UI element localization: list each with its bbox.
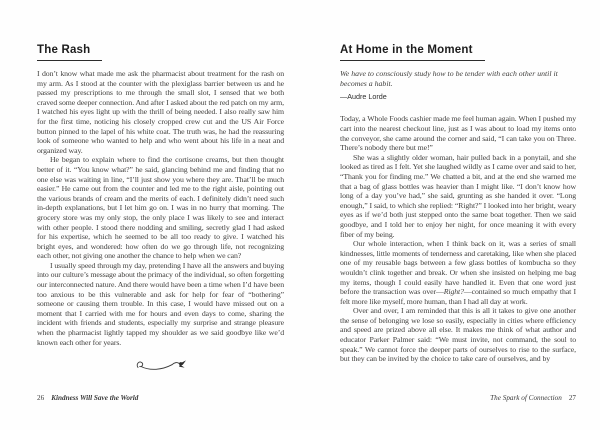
left-paragraph-3: I usually speed through my day, pretending I have all the answers and buying into our culture’s message about the primacy of the individual, so often forgetting our interconnected nature. And there would have been a time when I’d have been too anxious to be this vulnerable and ask for help for fear of “bothering” someone or causing them trouble. In this case, I would have missed out on a moment that I carried with me for hours and even days to come, sharing the incident with friends and students, especially my surprise and strange pleasure when the pharmacist lightly tapped my shoulder as we said goodbye like we’d known each other for years. <box>37 260 284 347</box>
running-title-left: Kindness Will Save the World <box>51 394 139 402</box>
right-paragraph-2: She was a slightly older woman, hair pulled back in a ponytail, and she looked as tired as I felt. Yet she laughed wildly as I came over and said to her, “Thank you for finding me.” We chatted a bit, and at the end she warned me that a bag of glass bottles was heavier than I might like. “I don’t know how long of a day you’ve had,” she said, grunting as she handed it over. “Long enough,” I said, to which she replied: “Right?” I looked into her bright, weary eyes as if we’d both just stepped onto the same boat together. Then we said goodbye, and I told her to enjoy her night, for once meaning it with every fiber of my being. <box>340 152 576 239</box>
epigraph-attribution: —Audre Lorde <box>340 92 387 102</box>
left-paragraph-2: He began to explain where to find the cortisone creams, but then thought better of it. “You know what?” he said, glancing behind me and finding that no one else was waiting in line, “I’ll just show you where they are. That’ll be much easier.” He came out from the counter and led me to the right aisle, pointing out the various brands of cream and the merits of each. I definitely didn’t need such in-depth explanations, but I let him go on. I was in no hurry that morning. The grocery store was my only stop, the only place I was likely to see and interact with other people. I stood there nodding and smiling, secretly glad I had asked for his expertise, which he seemed to be all too ready to give. I watched his bright eyes, and wondered: how often do we go through life, not recognizing each other, not giving one another the chance to help when we can? <box>37 155 284 261</box>
left-paragraph-1: I don’t know what made me ask the pharmacist about treatment for the rash on my arm. As I stood at the counter with the plexiglass barrier between us and he passed my prescriptions to me through the small slot, I sensed that we both craved some deeper connection. And after I asked about the red patch on my arm, I watched his eyes light up with the thrill of being needed. I also really saw him for the first time, noticing his closely cropped crew cut and the US Air Force button pinned to the lapel of his white coat. The truth was, he had the reassuring look of someone who wanted to help and who went about his life in a neat and organized way. <box>37 69 284 155</box>
footer-left <box>37 394 138 402</box>
right-paragraph-4: Over and over, I am reminded that this is all it takes to give one another the sense of belonging we lose so easily, especially in cities where efficiency and speed are prized above all else. It makes me think of what author and educator Parker Palmer said: “We must invite, not command, the soul to speak.” We cannot force the deeper parts of ourselves to rise to the surface, but they can be invited by the choice to take care of ourselves, and by <box>340 306 576 364</box>
flourish-bird-icon <box>134 356 188 372</box>
page-number-left: 26 <box>37 394 45 402</box>
running-title-right: The Spark of Connection <box>490 394 562 402</box>
epigraph: We have to consciously study how to be tender with each other until it becomes a habit. <box>340 69 558 89</box>
right-paragraph-3 <box>340 239 576 306</box>
right-paragraph-3-post: —contained so much empathy that I felt more like myself, more human, than I had all day at work. <box>340 287 576 306</box>
chapter-heading-right: At Home in the Moment <box>340 44 485 61</box>
chapter-heading-left: The Rash <box>37 44 102 61</box>
right-paragraph-3-pre: Our whole interaction, when I think back on it, was a series of small kindnesses, little moments of tenderness and caretaking, like when she placed one of my reusable bags between a few glass bottles of kombucha so they wouldn’t clink together and break. Or when she insisted on helping me bag my items, though I could easily have handled it. Even that one word just before the transaction was over— <box>340 239 576 297</box>
right-page <box>340 40 576 364</box>
page-number-right: 27 <box>568 394 576 402</box>
right-paragraph-3-italic: Right? <box>443 287 464 297</box>
right-paragraph-1: Today, a Whole Foods cashier made me feel human again. When I pushed my cart into the nearest checkout line, just as I was about to load my items onto the conveyor, she came around the corner and said, “I can take you on Three. There’s nobody there but me!” <box>340 114 576 153</box>
left-page <box>37 40 284 377</box>
footer-right <box>490 394 576 402</box>
section-end-ornament-wrap <box>37 356 284 377</box>
